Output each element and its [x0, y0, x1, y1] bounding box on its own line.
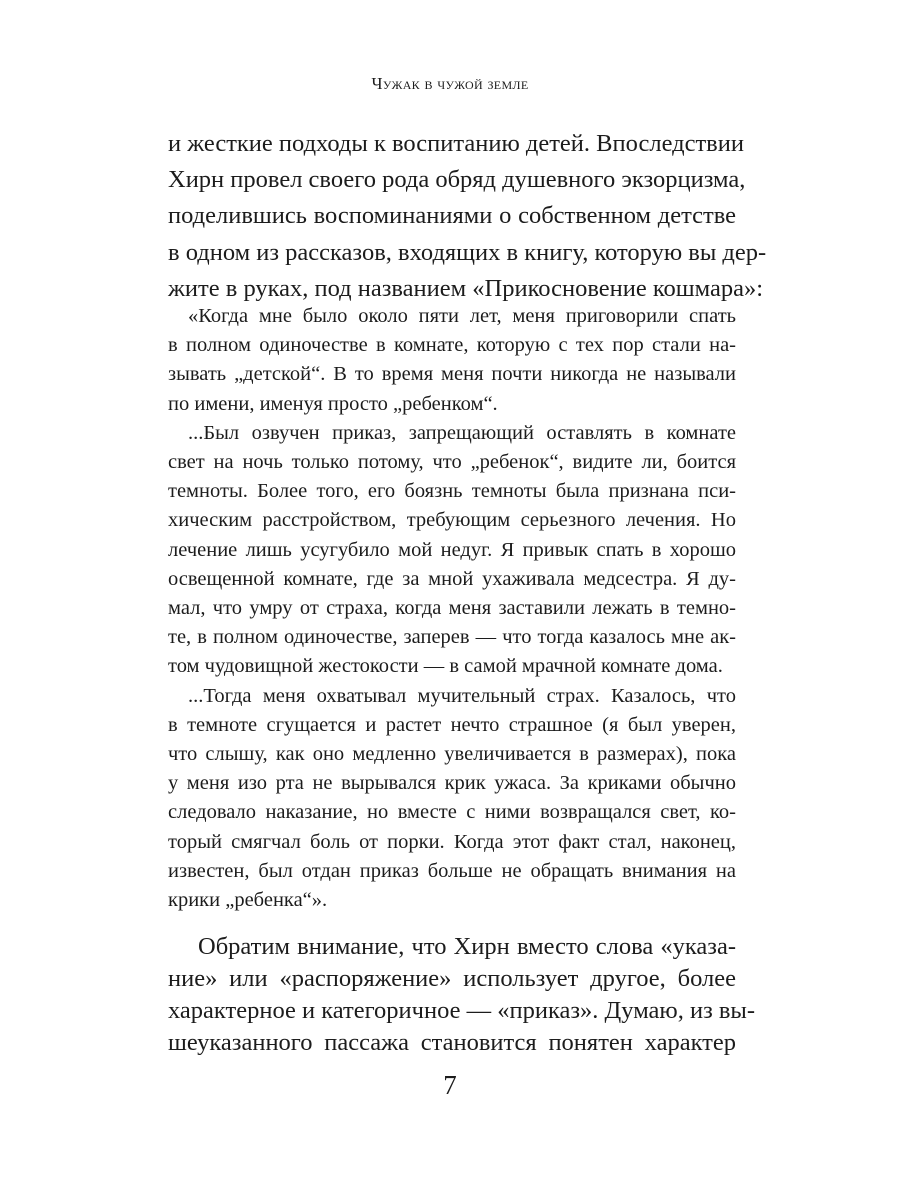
- running-head: Чужак в чужой земле: [371, 74, 529, 93]
- text-line: в одном из рассказов, входящих в книгу, которую вы дер-: [168, 238, 767, 266]
- text-line: темноты. Более того, его боязнь темноты была признана пси-: [168, 480, 736, 503]
- text-line: крики „ребенка“».: [168, 889, 328, 912]
- text-line: и жесткие подходы к воспитанию детей. Впоследствии: [168, 130, 744, 157]
- text-line: известен, был отдан приказ больше не обращать внимания на: [168, 859, 736, 882]
- text-line: ...Тогда меня охватывал мучительный страх. Казалось, что: [188, 684, 736, 707]
- quote-paragraph-1: [168, 302, 736, 419]
- text-line: зывать „детской“. В то время меня почти никогда не называли: [168, 363, 736, 386]
- text-line: по имени, именуя просто „ребенком“.: [168, 392, 498, 415]
- text-line: следовало наказание, но вместе с ними возвращался свет, ко-: [168, 801, 736, 824]
- text-line: торый смягчал боль от порки. Когда этот факт стал, наконец,: [168, 830, 736, 853]
- body-paragraph-2: [168, 931, 756, 1059]
- text-line: том чудовищной жестокости — в самой мрачной комнате дома.: [168, 655, 723, 678]
- text-line: у меня изо рта не вырывался крик ужаса. За криками обычно: [168, 772, 736, 795]
- text-line: мал, что умру от страха, когда меня заставили лежать в темно-: [168, 597, 736, 620]
- text-line: хическим расстройством, требующим серьезного лечения. Но: [168, 509, 736, 532]
- quote-paragraph-2: [168, 419, 736, 682]
- text-line: «Когда мне было около пяти лет, меня приговорили спать: [188, 305, 736, 327]
- text-line: лечение лишь усугубило мой недуг. Я привык спать в хорошо: [168, 538, 736, 561]
- text-line: освещенной комнате, где за мной ухаживала медсестра. Я ду-: [168, 567, 736, 590]
- text-line: ние» или «распоряжение» использует другое, более: [168, 965, 736, 992]
- text-line: в полном одиночестве в комнате, которую с тех пор стали на-: [168, 334, 736, 357]
- text-line: жите в руках, под названием «Прикосновение кошмара»:: [168, 274, 764, 302]
- text-line: Обратим внимание, что Хирн вместо слова «указа-: [198, 933, 736, 960]
- body-paragraph-1: [168, 126, 767, 307]
- text-line: шеуказанного пассажа становится понятен характер: [168, 1029, 736, 1056]
- text-line: свет на ночь только потому, что „ребенок“, видите ли, боится: [168, 451, 736, 474]
- block-quote: [168, 302, 736, 915]
- text-line: те, в полном одиночестве, заперев — что тогда казалось мне ак-: [168, 626, 736, 649]
- text-line: поделившись воспоминаниями о собственном детстве: [168, 202, 736, 230]
- text-line: что слышу, как оно медленно увеличивается в размерах), пока: [168, 743, 736, 766]
- quote-paragraph-3: [168, 682, 736, 916]
- page-number: 7: [443, 1070, 457, 1100]
- text-line: характерное и категоричное — «приказ». Думаю, из вы-: [168, 997, 756, 1024]
- text-line: в темноте сгущается и растет нечто страшное (я был уверен,: [168, 713, 736, 736]
- text-line: ...Был озвучен приказ, запрещающий оставлять в комнате: [188, 421, 736, 444]
- text-line: Хирн провел своего рода обряд душевного экзорцизма,: [168, 166, 746, 194]
